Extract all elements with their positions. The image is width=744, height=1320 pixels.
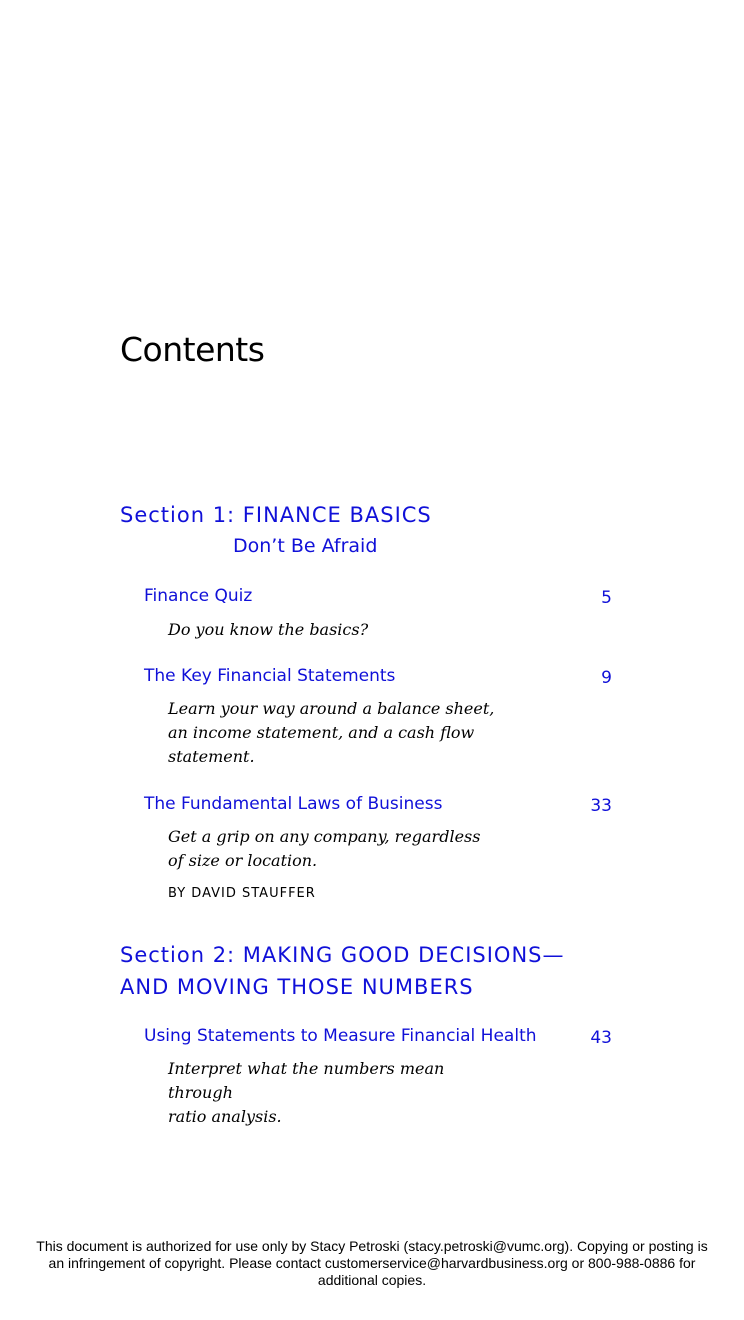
toc-entry-description	[168, 825, 508, 873]
toc-entry-description	[168, 1057, 508, 1129]
description-line: Learn your way around a balance sheet,	[168, 699, 495, 718]
section-2-heading	[120, 939, 564, 1003]
copyright-line: an infringement of copyright. Please contact customerservice@harvardbusiness.org or 800-988-0886 for	[48, 1255, 696, 1271]
page-title: Contents	[120, 330, 265, 369]
toc-entry-fundamental-laws[interactable]: The Fundamental Laws of Business	[144, 794, 443, 814]
copyright-notice	[20, 1238, 724, 1289]
section-1-heading-line: Section 1: FINANCE BASICS	[120, 503, 432, 527]
toc-entry-using-statements[interactable]: Using Statements to Measure Financial Health	[144, 1026, 537, 1046]
section-1-heading	[120, 499, 432, 531]
copyright-line: additional copies.	[317, 1272, 427, 1288]
toc-entry-key-financial-statements[interactable]: The Key Financial Statements	[144, 666, 396, 686]
description-line: an income statement, and a cash flow	[168, 723, 475, 742]
toc-page-number[interactable]: 43	[590, 1028, 612, 1048]
toc-entry-description	[168, 618, 508, 642]
toc-page-number[interactable]: 9	[601, 668, 612, 688]
description-line: Interpret what the numbers mean through	[168, 1059, 445, 1102]
toc-page-number[interactable]: 5	[601, 588, 612, 608]
toc-entry-description	[168, 697, 508, 769]
toc-page-number[interactable]: 33	[590, 796, 612, 816]
section-1-subtitle: Don’t Be Afraid	[233, 535, 378, 557]
description-line: statement.	[168, 747, 255, 766]
author-byline: BY DAVID STAUFFER	[168, 886, 316, 901]
toc-entry-finance-quiz[interactable]: Finance Quiz	[144, 586, 253, 606]
description-line: Get a grip on any company, regardless	[168, 827, 481, 846]
description-line: Do you know the basics?	[168, 620, 369, 639]
section-2-heading-line: Section 2: MAKING GOOD DECISIONS—	[120, 943, 565, 967]
copyright-line: This document is authorized for use only by Stacy Petroski (stacy.petroski@vumc.org). Copying or posting is	[36, 1238, 708, 1254]
description-line: of size or location.	[168, 851, 318, 870]
section-2-heading-line: AND MOVING THOSE NUMBERS	[120, 975, 474, 999]
description-line: ratio analysis.	[168, 1107, 282, 1126]
